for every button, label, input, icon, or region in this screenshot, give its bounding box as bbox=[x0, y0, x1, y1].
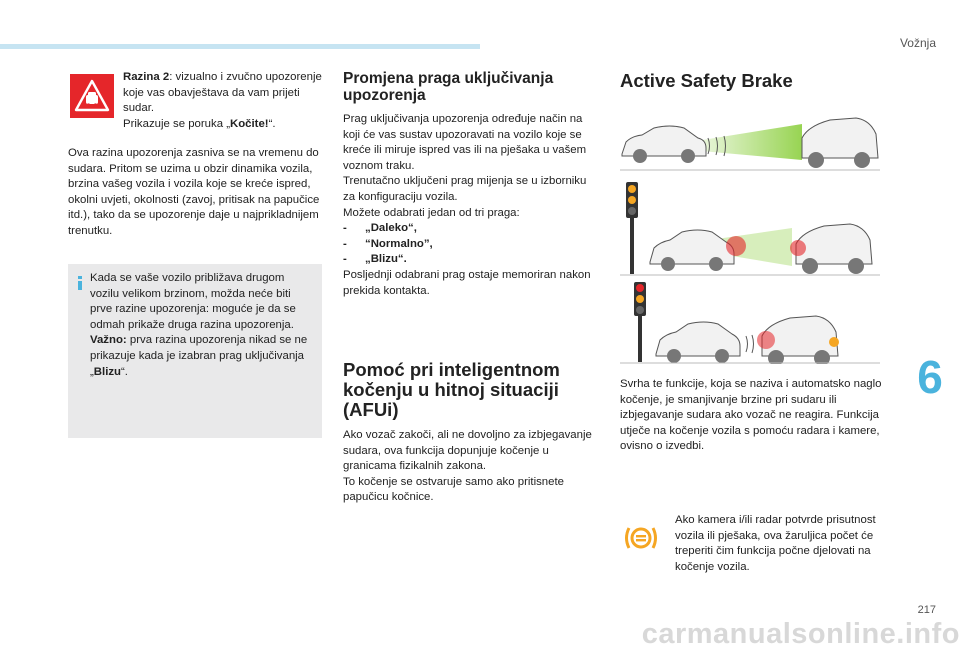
watermark: carmanualsonline.info bbox=[641, 618, 960, 650]
time-to-collision-paragraph: Ova razina upozorenja zasniva se na vremenu do sudara. Pritom se uzima u obzir dinamika vozila, brzina vašeg vozila i vozila koje se kreće ispred, okolni uvjeti, okolnosti (zavoj, pritisak na papučice itd.), tako da se upozorenje daje u najprikladnijem trenutku. bbox=[68, 147, 320, 237]
note-text-3: “. bbox=[121, 365, 128, 378]
note-important-label: Važno: bbox=[90, 334, 127, 347]
threshold-heading: Promjena praga uključivanja upozorenja bbox=[343, 70, 554, 104]
level2-text: : vizualno i zvučno upozorenje koje vas obavještava da vam prijeti sudar. bbox=[123, 71, 322, 115]
car-icon bbox=[802, 118, 878, 168]
level2-label: Razina 2 bbox=[123, 71, 170, 83]
list-item: - „Blizu“. bbox=[343, 253, 407, 266]
car-icon bbox=[796, 224, 872, 274]
car-icon bbox=[656, 322, 740, 363]
threshold-para-4: Posljednji odabrani prag ostaje memoriran nakon prekida kontakta. bbox=[343, 268, 591, 297]
list-item: - „Daleko“, bbox=[343, 222, 417, 235]
indicator-note: Ako kamera i/ili radar potvrde prisutnost vozila ili pješaka, ova žaruljica počet će treperiti čim funkcija počne djelovati na kočenje vozila. bbox=[675, 514, 876, 573]
threshold-para-3: Možete odabrati jedan od tri praga: bbox=[343, 206, 520, 219]
note-blizu-label: Blizu bbox=[93, 365, 122, 378]
info-icon bbox=[78, 276, 82, 290]
level2-message-suffix: “. bbox=[268, 117, 276, 130]
note-text: Kada se vaše vozilo približava drugom vozilu velikom brzinom, možda neće biti prve razine upozorenja: moguće je da se odmah prikaže druga razina upozorenja. bbox=[90, 272, 296, 331]
afui-text bbox=[343, 428, 595, 506]
level2-message: Kočite! bbox=[230, 117, 269, 130]
collision-warning-icon bbox=[70, 74, 114, 118]
illustration-vehicle-ahead bbox=[620, 104, 880, 172]
level2-message-prefix: Prikazuje se poruka „ bbox=[123, 117, 230, 130]
note-text-2: prva razina upozorenja nikad se ne prikazuje kada je izabran prag uključivanja „ bbox=[90, 334, 308, 378]
active-safety-brake-heading: Active Safety Brake bbox=[620, 70, 793, 91]
header-accent-bar bbox=[0, 44, 480, 49]
active-safety-brake-indicator-icon bbox=[623, 520, 659, 556]
car-icon bbox=[650, 230, 734, 271]
threshold-para-1: Prag uključivanja upozorenja određuje način na koji će vas sustav upozoravati na vozilo koje se kreće ili miruje ispred vas ili na pješaka u vašem voznom traku. bbox=[343, 113, 587, 172]
threshold-options-list bbox=[343, 221, 595, 268]
afui-para-2: To kočenje se ostvaruje samo ako pritisnete papučicu kočnice. bbox=[343, 475, 564, 504]
level2-description bbox=[123, 70, 323, 132]
illustration-traffic-light bbox=[620, 176, 880, 276]
afui-para-1: Ako vozač zakoči, ali ne dovoljno za izbjegavanje sudara, ova funkcija dopunjuje kočenje u granicama fizikalnih zakona. bbox=[343, 429, 592, 473]
page-number: 217 bbox=[917, 604, 936, 616]
list-item: - “Normalno”, bbox=[343, 237, 433, 250]
info-note-text bbox=[90, 271, 314, 380]
illustration-close-vehicle bbox=[620, 280, 880, 364]
chapter-number: 6 bbox=[917, 351, 943, 403]
section-title: Vožnja bbox=[899, 36, 936, 50]
active-safety-brake-paragraph: Svrha te funkcije, koja se naziva i automatsko naglo kočenje, je smanjivanje brzine pri sudaru ili izbjegavanje sudara ako vozač ne reagira. Funkcija utječe na kočenje vozila s pomoću radara i kamere, ovisno o izvedbi. bbox=[620, 378, 882, 453]
threshold-text bbox=[343, 112, 595, 299]
car-icon bbox=[622, 126, 706, 163]
afui-heading: Pomoć pri inteligentnom kočenju u hitnoj situaciji (AFUi) bbox=[343, 359, 560, 420]
threshold-para-2: Trenutačno uključeni prag mijenja se u izborniku za konfiguraciju vozila. bbox=[343, 175, 587, 203]
